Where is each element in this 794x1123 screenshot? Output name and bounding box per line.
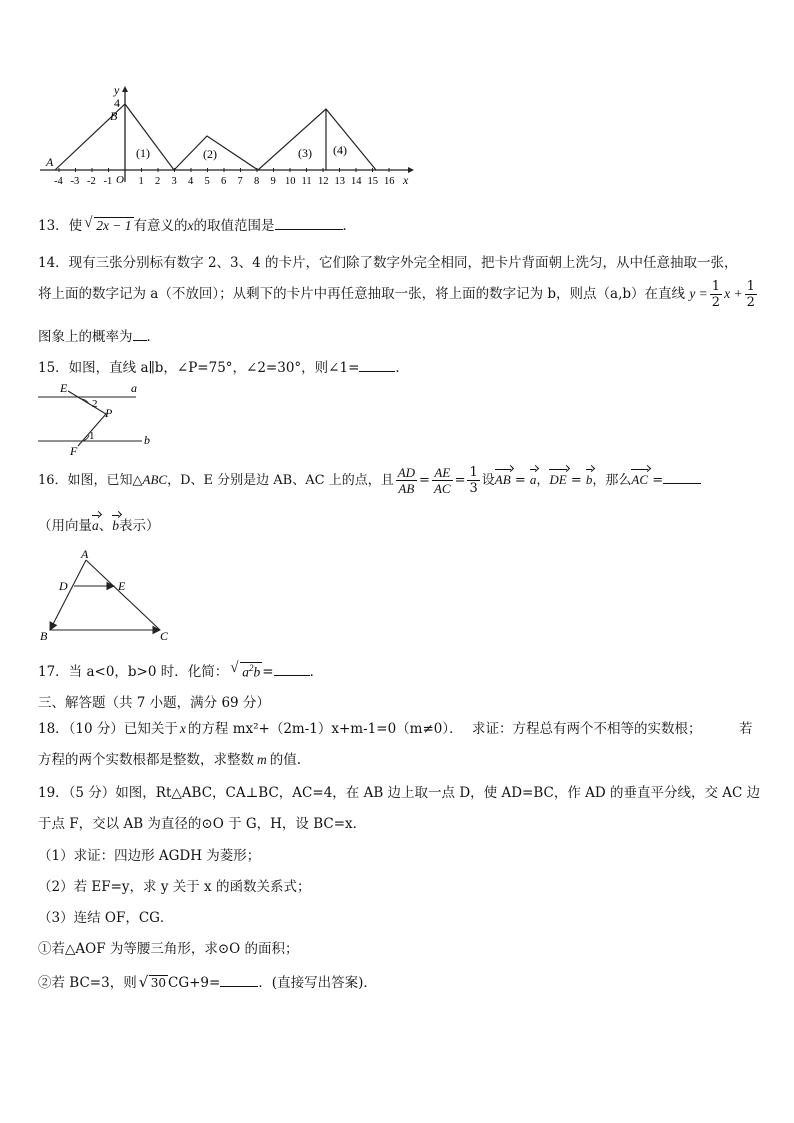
x-tick-label: 7 xyxy=(237,176,243,187)
q14-line2-text: 将上面的数字记为 a（不放回）；从剩下的卡片中再任意抽取一张，将上面的数字记为 b，则点（a,b）在直线 xyxy=(38,286,686,302)
question-19-sub-2: （2）若 EF=y，求 y 关于 x 的函数关系式； xyxy=(38,879,311,895)
top-graph-figure xyxy=(36,84,416,194)
q16-answer-blank[interactable] xyxy=(663,482,701,484)
q16-line2-vec-a: a xyxy=(92,518,99,533)
q16-frac-AE-AC: $\frac{AE}{AC}$ xyxy=(433,465,451,496)
question-19-sub-3-2 xyxy=(38,971,377,991)
bent-line-E-P-F xyxy=(68,391,106,446)
q16-vec-b: b xyxy=(585,472,593,487)
q14-line3-text: 图象上的概率为 xyxy=(38,329,133,345)
q18-var-m: m xyxy=(257,752,267,767)
q19-sqrt30: √ 30 xyxy=(149,975,168,990)
q16-vec-a: a xyxy=(529,472,537,487)
q18-var-x: x xyxy=(179,721,186,736)
label-P: P xyxy=(105,406,113,420)
q16-frac-1-3: $\frac{1}{3}$ xyxy=(469,465,478,496)
q13-answer-blank[interactable] xyxy=(275,228,343,230)
x-tick-label: 10 xyxy=(285,176,296,187)
x-tick-label: 16 xyxy=(384,176,395,187)
q19-sub3-2c: ．(直接写出答案)． xyxy=(258,975,377,991)
q14-eq-y: y = xyxy=(689,286,708,301)
q17-answer-blank[interactable] xyxy=(274,674,310,676)
question-19-sub-1: （1）求证：四边形 AGDH 为菱形； xyxy=(38,848,261,864)
q15-end: ． xyxy=(395,360,409,376)
q15-figure xyxy=(34,380,156,456)
label-B: B xyxy=(40,629,48,643)
question-17 xyxy=(38,660,323,680)
q17-text: 17．当 a<0，b>0 时．化简： xyxy=(38,664,229,680)
q13-prefix: 13．使 xyxy=(38,218,83,234)
x-tick-label: 1 xyxy=(138,176,144,187)
question-19-line-1: 19．（5 分）如图，Rt△ABC，CA⊥BC，AC=4，在 AB 边上取一点 D，使 AD=BC，作 AD 的垂直平分线，交 AC 边 xyxy=(38,785,761,801)
q16-vec-AB: AB xyxy=(494,472,511,487)
q14-fraction-2: $\frac{1}{2}$ xyxy=(746,279,755,310)
x-tick-label: 2 xyxy=(155,176,161,187)
label-E: E xyxy=(60,381,68,395)
q16-frac-AD-AB: $\frac{AD}{AB}$ xyxy=(397,465,416,496)
side-AB xyxy=(50,560,86,630)
point-A-label: A xyxy=(46,155,54,169)
q16-line2-suffix: 表示） xyxy=(119,518,160,534)
q16-eq-1: = xyxy=(419,473,430,488)
label-C: C xyxy=(160,629,169,643)
x-tick-label: -2 xyxy=(87,176,96,187)
x-tick-label: 11 xyxy=(301,176,312,187)
side-AC xyxy=(86,560,160,630)
question-19-sub-3: （3）连结 OF，CG． xyxy=(38,910,174,926)
question-16-line-1: 16．如图，已知△ABC，D、E 分别是边 AB、AC 上的点，且 $\frac{AD}{AB}$ = $\frac{AE}{AC}$ = $\frac{1}{3}$ 设AB = a，DE = b，那么AC = xyxy=(38,462,701,500)
label-F: F xyxy=(70,444,78,456)
q19-sub3-2b: CG+9= xyxy=(167,975,221,991)
q16-vec-DE: DE xyxy=(549,472,567,487)
tick-label-4: 4 xyxy=(114,96,120,110)
x-tick-label: 14 xyxy=(351,176,362,187)
origin-label: O xyxy=(116,174,124,186)
q16-prefix: 16．如图，已知 xyxy=(38,473,133,488)
q18-line1d: 若 xyxy=(739,721,753,737)
q16-eq-5: = xyxy=(652,473,664,488)
x-tick-label: 13 xyxy=(334,176,345,187)
x-tick-label: 9 xyxy=(270,176,276,187)
q15-answer-blank[interactable] xyxy=(359,370,395,372)
q13-suffix: 的取值范围是 xyxy=(193,218,275,234)
region-3-label: (3) xyxy=(298,146,312,160)
q17-end: ． xyxy=(309,664,324,680)
q14-fraction-1: $\frac{1}{2}$ xyxy=(711,279,721,310)
question-14-line-3 xyxy=(38,325,160,345)
q16-line2-vec-b: b xyxy=(112,518,119,533)
x-tick-label: -1 xyxy=(103,176,113,187)
x-tick-label: 3 xyxy=(171,176,177,187)
x-tick-label: 12 xyxy=(318,176,329,187)
label-A: A xyxy=(81,548,89,561)
q15-text: 15．如图，直线 a∥b，∠P=75°，∠2=30°，则∠1= xyxy=(38,360,360,376)
q14-end: ． xyxy=(146,329,160,345)
q17-radical: √ $a^2b$ xyxy=(240,662,262,681)
q16-mid: ，D、E 分别是边 AB、AC 上的点，且 xyxy=(167,473,394,488)
region-4-label: (4) xyxy=(333,143,347,157)
question-16-line-2 xyxy=(38,514,160,534)
q18-line2b: 的值. xyxy=(269,752,302,768)
question-14-line-1: 14．现有三张分别标有数字 2、3、4 的卡片，它们除了数字外完全相同，把卡片背面朝上洗匀，从中任意抽取一张， xyxy=(38,255,738,271)
q18-line1a: 18．（10 分）已知关于 xyxy=(38,721,178,737)
question-19-line-2: 于点 F，交以 AB 为直径的⊙O 于 G，H，设 BC=x． xyxy=(38,816,367,832)
question-18-line-1 xyxy=(38,717,463,737)
x-tick-label: 8 xyxy=(254,176,260,187)
x-tick-label: -3 xyxy=(70,176,80,187)
q16-eq-3: = xyxy=(514,473,526,488)
region-2-label: (2) xyxy=(203,147,217,161)
x-tick-label: 6 xyxy=(221,176,227,187)
q16-eq-4: = xyxy=(570,473,582,488)
q13-var: x xyxy=(187,218,194,233)
q16-set: 设 xyxy=(481,473,495,488)
q13-radical: √ 2x − 1 xyxy=(94,217,133,234)
q19-answer-blank[interactable] xyxy=(220,985,258,987)
q16-vec-AC: AC xyxy=(631,472,649,487)
q18-line1c: 求证：方程总有两个不相等的实数根； xyxy=(472,721,702,737)
question-14-line-2 xyxy=(38,277,759,311)
region-1-label: (1) xyxy=(136,146,150,160)
q16-triangle: △ABC xyxy=(132,472,168,487)
label-D: D xyxy=(59,579,68,593)
q16-line2-sep: 、 xyxy=(98,518,113,534)
q19-sub3-2a: ②若 BC=3，则 xyxy=(38,975,137,991)
question-19-sub-3-1: ①若△AOF 为等腰三角形，求⊙O 的面积； xyxy=(38,941,299,957)
question-15 xyxy=(38,356,409,376)
q13-middle: 有意义的 xyxy=(133,218,188,234)
x-tick-label: 15 xyxy=(367,176,378,187)
label-a: a xyxy=(131,381,137,395)
q18-line2a: 方程的两个实数根都是整数，求整数 xyxy=(38,752,254,768)
x-tick-label: -4 xyxy=(54,176,63,187)
q14-answer-blank[interactable] xyxy=(133,339,147,341)
q17-eq: = xyxy=(262,664,274,680)
label-E: E xyxy=(118,579,126,593)
question-18-line-2 xyxy=(38,748,301,768)
q13-end: ． xyxy=(342,218,357,234)
q16-then: ，那么 xyxy=(592,473,632,488)
q16-line2-prefix: （用向量 xyxy=(38,518,92,534)
q16-eq-2: = xyxy=(454,473,466,488)
label-2: 2 xyxy=(92,398,98,410)
x-tick-label: 4 xyxy=(188,176,194,187)
q18-line1b: 的方程 mx²+（2m-1）x+m-1=0（m≠0）． xyxy=(187,721,463,737)
label-b: b xyxy=(144,433,150,447)
point-B-label: B xyxy=(110,109,118,123)
question-13 xyxy=(38,214,356,234)
x-tick-label: 5 xyxy=(204,176,210,187)
q16-triangle-figure xyxy=(36,548,176,644)
section-3-heading: 三、解答题（共 7 小题，满分 69 分） xyxy=(38,695,270,711)
x-axis-label: x xyxy=(403,173,409,187)
q14-eq-x-plus: x + xyxy=(724,286,743,301)
label-1: 1 xyxy=(89,430,95,442)
y-axis-label: y xyxy=(114,84,120,97)
